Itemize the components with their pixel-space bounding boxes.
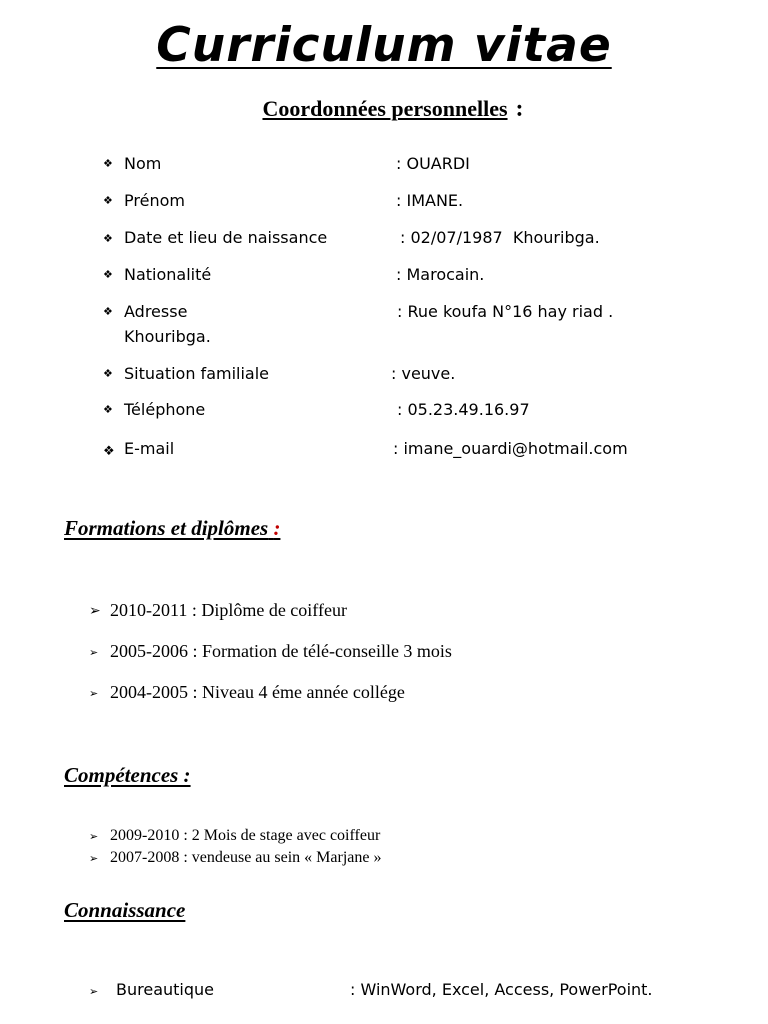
label-nom: Nom (124, 154, 162, 173)
diamond-bullet-icon: ❖ (103, 306, 113, 318)
value-nationalite: : Marocain. (396, 265, 485, 284)
competence-item: 2007-2008 : vendeuse au sein « Marjane » (110, 849, 382, 866)
arrow-bullet-icon: ➢ (89, 604, 101, 619)
value-prenom: : IMANE. (396, 191, 464, 210)
formation-item: 2010-2011 : Diplôme de coiffeur (110, 600, 347, 620)
formations-heading-text: Formations et diplômes (64, 516, 269, 540)
diamond-bullet-icon: ❖ (103, 195, 113, 207)
connaissance-label-bureautique: Bureautique (116, 980, 214, 999)
label-prenom: Prénom (124, 191, 185, 210)
connaissance-section-heading: Connaissance (64, 898, 186, 922)
diamond-bullet-icon: ❖ (103, 269, 113, 281)
label-email: E-mail (124, 439, 175, 458)
value-date-lieu-naissance: : 02/07/1987 Khouribga. (400, 228, 600, 247)
value-adresse: : Rue koufa N°16 hay riad . (397, 302, 614, 321)
value-adresse-continued: Khouribga. (124, 327, 211, 346)
competences-section-heading: Compétences : (64, 763, 191, 787)
formations-heading-colon: : (273, 516, 281, 540)
formation-item: 2004-2005 : Niveau 4 éme année collége (110, 682, 405, 702)
label-telephone: Téléphone (124, 400, 206, 419)
competence-item: 2009-2010 : 2 Mois de stage avec coiffeur (110, 827, 381, 844)
diamond-bullet-icon: ❖ (103, 404, 113, 416)
diamond-bullet-icon: ❖ (103, 158, 113, 170)
arrow-bullet-icon: ➢ (89, 853, 99, 865)
label-situation-familiale: Situation familiale (124, 364, 270, 383)
label-nationalite: Nationalité (124, 265, 212, 284)
label-date-lieu-naissance: Date et lieu de naissance (124, 228, 328, 247)
personal-section-heading (0, 96, 768, 123)
connaissance-value-bureautique: : WinWord, Excel, Access, PowerPoint. (350, 980, 653, 999)
label-adresse: Adresse (124, 302, 188, 321)
value-email: : imane_ouardi@hotmail.com (393, 439, 628, 458)
personal-heading-text: Coordonnées personnelles (262, 96, 508, 121)
diamond-bullet-icon: ❖ (103, 233, 113, 245)
formations-section-heading (64, 516, 280, 541)
formation-item: 2005-2006 : Formation de télé-conseille 3 mois (110, 641, 452, 661)
diamond-bullet-icon: ❖ (103, 443, 115, 458)
personal-heading-colon: : (515, 96, 524, 122)
diamond-bullet-icon: ❖ (103, 368, 113, 380)
arrow-bullet-icon: ➢ (89, 647, 99, 659)
arrow-bullet-icon: ➢ (89, 831, 99, 843)
value-telephone: : 05.23.49.16.97 (397, 400, 530, 419)
value-situation-familiale: : veuve. (391, 364, 456, 383)
arrow-bullet-icon: ➢ (89, 986, 99, 998)
arrow-bullet-icon: ➢ (89, 688, 99, 700)
value-nom: : OUARDI (396, 154, 470, 173)
cv-title: Curriculum vitae (156, 18, 612, 73)
